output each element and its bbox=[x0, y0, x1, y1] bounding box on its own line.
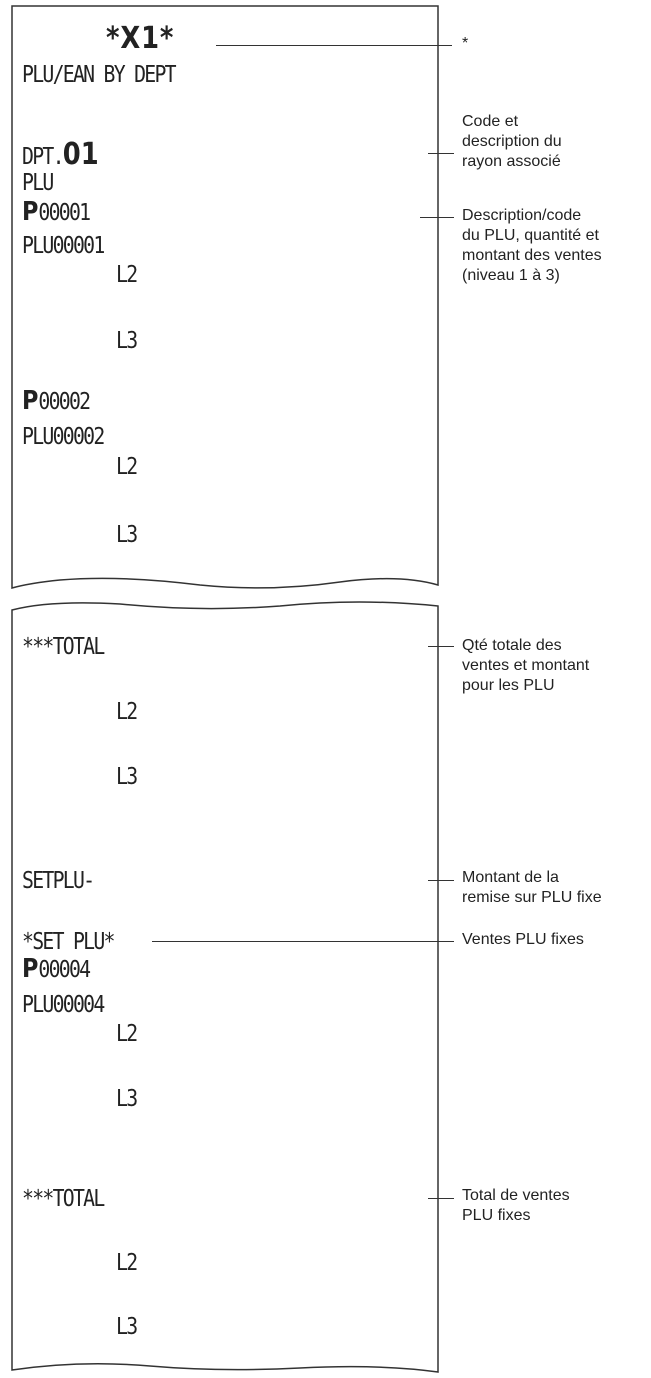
plu-name: PLU00002 bbox=[22, 424, 104, 450]
level-3-label: L3 bbox=[116, 522, 137, 548]
leader-line-setplu bbox=[152, 941, 454, 942]
plu-code-row bbox=[22, 199, 89, 226]
plu-code: 00004 bbox=[38, 957, 90, 983]
annotation-line: (niveau 1 à 3) bbox=[462, 267, 560, 284]
annotation-line: Total de ventes bbox=[462, 1187, 570, 1204]
p-prefix: P bbox=[22, 954, 39, 984]
p-prefix: P bbox=[22, 386, 39, 416]
annotation-line: montant des ventes bbox=[462, 247, 602, 264]
annotation-line: pour les PLU bbox=[462, 677, 555, 694]
annotation-line: Montant de la bbox=[462, 869, 559, 886]
annotation-star: * bbox=[462, 35, 469, 52]
annotation-line: description du bbox=[462, 133, 562, 150]
annotation-line: remise sur PLU fixe bbox=[462, 889, 602, 906]
annotation-line: PLU fixes bbox=[462, 1207, 531, 1224]
level-2-label: L2 bbox=[116, 454, 137, 480]
leader-line-total bbox=[428, 646, 454, 647]
leader-line-dept bbox=[428, 153, 454, 154]
leader-line-discount bbox=[428, 880, 454, 881]
annotation-line: Qté totale des bbox=[462, 637, 562, 654]
annotation-line: Ventes PLU fixes bbox=[462, 931, 584, 948]
annotation-discount bbox=[462, 868, 602, 908]
dept-label-row bbox=[22, 137, 99, 172]
leader-line-settotal bbox=[428, 1198, 454, 1199]
plu-code: 00001 bbox=[38, 200, 90, 226]
annotation-line: ventes et montant bbox=[462, 657, 590, 674]
level-3-label: L3 bbox=[116, 764, 137, 790]
annotation-setplu bbox=[462, 930, 584, 950]
level-2-label: L2 bbox=[116, 699, 137, 725]
dept-label: DPT. bbox=[22, 144, 63, 170]
setplu-discount-label: SETPLU- bbox=[22, 868, 94, 894]
leader-line-plu bbox=[420, 217, 454, 218]
plu-code-row bbox=[22, 956, 89, 983]
annotation-line: du PLU, quantité et bbox=[462, 227, 599, 244]
p-prefix: P bbox=[22, 197, 39, 227]
receipt-1-outline bbox=[12, 6, 438, 588]
receipt-header-title: *X1* bbox=[106, 21, 175, 56]
annotation-plu bbox=[462, 206, 602, 286]
level-2-label: L2 bbox=[116, 1250, 137, 1276]
annotation-line: Description/code bbox=[462, 207, 582, 224]
receipt-2-outline bbox=[12, 602, 438, 1372]
plu-name: PLU00004 bbox=[22, 992, 104, 1018]
plu-code-row bbox=[22, 388, 89, 415]
level-2-label: L2 bbox=[116, 262, 137, 288]
plu-code: 00002 bbox=[38, 389, 90, 415]
set-total-label: ***TOTAL bbox=[22, 1186, 104, 1212]
level-3-label: L3 bbox=[116, 1086, 137, 1112]
level-2-label: L2 bbox=[116, 1021, 137, 1047]
plu-name: PLU00001 bbox=[22, 233, 104, 259]
receipt-subtitle: PLU/EAN BY DEPT bbox=[22, 62, 175, 88]
dept-number: 01 bbox=[62, 137, 99, 172]
level-3-label: L3 bbox=[116, 328, 137, 354]
level-3-label: L3 bbox=[116, 1314, 137, 1340]
plu-header: PLU bbox=[22, 170, 53, 196]
leader-line-star bbox=[216, 45, 452, 46]
annotation-total bbox=[462, 636, 589, 696]
annotation-dept bbox=[462, 112, 562, 172]
annotation-line: Code et bbox=[462, 113, 519, 130]
set-plu-header: *SET PLU* bbox=[22, 929, 114, 955]
total-label: ***TOTAL bbox=[22, 634, 104, 660]
annotation-line: rayon associé bbox=[462, 153, 561, 170]
annotation-settotal bbox=[462, 1186, 570, 1226]
